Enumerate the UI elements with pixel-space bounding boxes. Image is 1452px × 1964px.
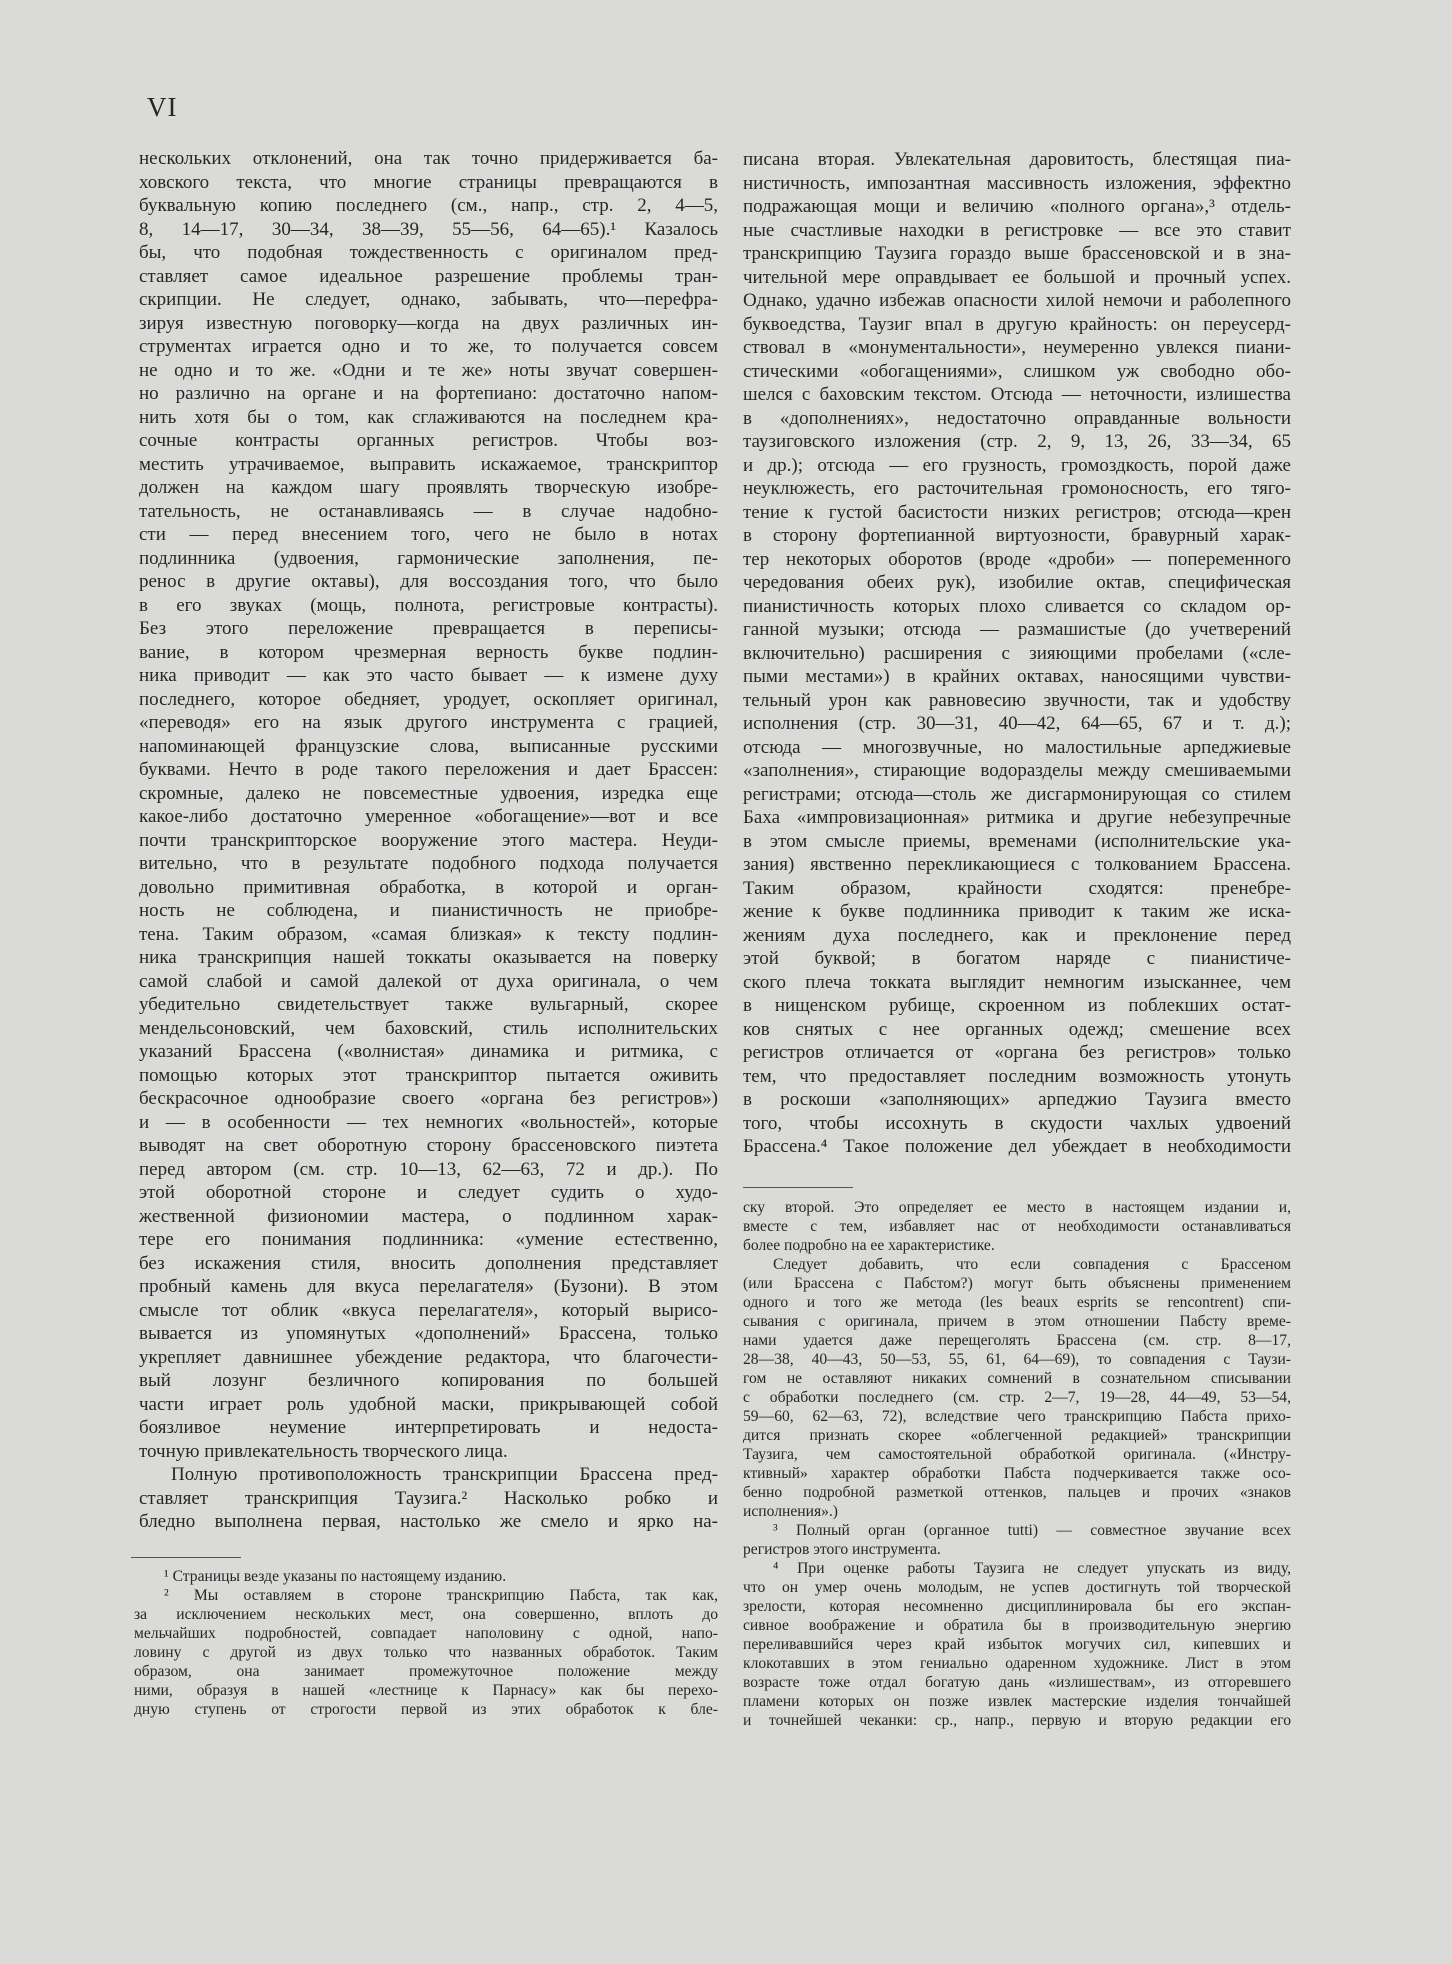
text-line [743,1407,1291,1426]
text-line [743,195,1291,219]
text-line-content: самой слабой и самой далекой от духа оригинала, о чем [139,970,718,992]
text-line-content: какое-либо достаточно умеренное «обогащение»—вот и все [139,806,718,827]
footnote [134,1567,718,1586]
text-line-content: того, чтобы иссохнуть в скудости чахлых удвоений [743,1112,1291,1134]
text-line [134,1662,718,1681]
text-line [743,1065,1291,1089]
text-line-content: Таким образом, крайности сходятся: пренебре- [743,877,1291,899]
text-line [743,877,1291,901]
text-line-content: пианистичность которых плохо сливается со складом ор- [743,595,1291,617]
text-line [139,312,718,336]
text-line-content: бенно подробной разметкой оттенков, пальцев и прочих «знаков [743,1484,1291,1501]
text-line [743,1616,1291,1635]
text-line-content: смысле тот облик «вкуса перелагателя», который вырисо- [139,1299,718,1321]
text-line [139,899,718,923]
text-line-content: ника приводит — как это часто бывает — к измене духу [139,665,718,686]
footnote [743,1255,1291,1521]
text-line [743,1483,1291,1502]
text-line [139,664,718,688]
text-line [134,1681,718,1700]
text-line-content: вый лозунг безличного копирования по большей [139,1370,718,1391]
text-line-content: чительной мере оправдывает ее большой и прочный успех. [743,266,1291,288]
text-line-content: нами удается даже перещеголять Брассена (см. стр. 8—17, [743,1332,1291,1349]
text-line [139,1510,718,1534]
text-line-content: ставляет самое идеальное разрешение проблемы тран- [139,265,718,287]
text-line-content: жение к букве подлинника приводит к таким же иска- [743,901,1291,922]
text-line-content: этой оборотной стороне и следует судить о худо- [139,1182,718,1203]
text-line-content: ганной музыки; отсюда — размашистые (до учетверений [743,619,1291,640]
text-line [139,476,718,500]
text-line [139,171,718,195]
text-line [743,336,1291,360]
text-line-content: тельный урон как равновесию звучности, так и удобству [743,689,1291,711]
text-line-content: стическими «обогащениями», слишком уж свободно обо- [743,360,1291,382]
text-line-content: ставляет транскрипция Таузига.² Насколько робко и [139,1487,718,1509]
text-line [139,1064,718,1088]
text-line [139,1087,718,1111]
text-line-content: Баха «импровизационная» ритмика и другие небезупречные [743,807,1291,828]
text-line [743,1369,1291,1388]
text-line [743,924,1291,948]
text-line-content: убедительно свидетельствует также вульгарный, скорее [139,994,718,1015]
text-line-content: ренос в другие октавы), для воссоздания того, что было [139,571,718,592]
text-line-content: Однако, удачно избежав опасности хилой немочи и раболепного [743,290,1291,311]
text-line [139,1017,718,1041]
text-line-content: довольно примитивная обработка, в которой и орган- [139,876,718,898]
text-line-content: (или Брассена с Пабстом?) могут быть объяснены применением [743,1275,1291,1292]
text-line [134,1586,718,1605]
footnote [743,1521,1291,1559]
text-line-content: ствовал в «монументальности», неумеренно увлекся пиани- [743,337,1291,358]
text-line [139,782,718,806]
text-line-content: исполнения».) [743,1503,839,1520]
text-line-content: гом не оставляют никаких сомнений в сознательном списывании [743,1370,1291,1387]
text-line-content: более подробно на ее характеристике. [743,1237,995,1254]
text-line [139,147,718,171]
text-line [743,1654,1291,1673]
text-line [743,501,1291,525]
text-line [139,711,718,735]
text-line-content: в сторону фортепианной виртуозности, бравурный харак- [743,525,1291,546]
text-line [743,595,1291,619]
text-line-content: Полную противоположность транскрипции Брассена пред- [171,1464,718,1485]
text-line [743,900,1291,924]
text-line-content: Брассена.⁴ Такое положение дел убеждает в необходимости [743,1136,1291,1157]
text-line [139,1393,718,1417]
text-line [743,1559,1291,1578]
text-line [743,1426,1291,1445]
text-line [743,1350,1291,1369]
text-line [743,689,1291,713]
text-line-content: что он умер очень молодым, не успев достигнуть той творческой [743,1579,1291,1596]
text-line [743,1521,1291,1540]
text-line-content: зрелости, которая несомненно дисциплинировала бы его экспан- [743,1598,1291,1615]
text-line-content: сочные контрасты органных регистров. Чтобы воз- [139,430,718,451]
text-line [134,1700,718,1719]
text-line [134,1643,718,1662]
text-line [743,783,1291,807]
text-line-content: боязливое неумение интерпретировать и недоста- [139,1417,718,1438]
text-line [134,1624,718,1643]
text-line [139,288,718,312]
footnote [134,1586,718,1719]
paragraph [743,148,1291,1159]
text-line [139,594,718,618]
text-line-content: буквоедства, Таузиг впал в другую крайность: он переусерд- [743,313,1291,335]
text-line-content: указаний Брассена («волнистая» динамика и ритмика, с [139,1041,718,1062]
text-line-content: в его звуках (мощь, полнота, регистровые контрасты). [139,594,718,616]
text-line [139,194,718,218]
text-line-content: точную привлекательность творческого лица. [139,1440,508,1462]
text-line [139,805,718,829]
text-line-content: включительно) расширения с зияющими пробелами («сле- [743,642,1291,664]
text-line [743,407,1291,431]
text-line-content: вывается из упомянутых «дополнений» Брассена, только [139,1323,718,1344]
text-line-content: Следует добавить, что если совпадения с Брассеном [773,1256,1291,1273]
page-number: VI [147,92,178,122]
text-line-content: ⁴ При оценке работы Таузига не следует упускать из виду, [773,1560,1291,1577]
text-line [743,853,1291,877]
text-line [139,1252,718,1276]
text-line-content: в нищенском рубище, скроенном из поблекших остат- [743,995,1291,1016]
text-line [139,970,718,994]
text-line [139,382,718,406]
text-line [743,830,1291,854]
text-line-content: регистрами; отсюда—столь же дисгармонирующая со стилем [743,783,1291,805]
text-line-content: бледно выполнена первая, настолько же смело и ярко на- [139,1511,718,1532]
text-line-content: переливавшийся через край избыток могучих сил, кипевших и [743,1636,1291,1653]
text-line [139,1205,718,1229]
text-line [743,759,1291,783]
text-line [139,218,718,242]
text-line-content: бескрасочное однообразие своего «органа без регистров») [139,1088,718,1109]
text-line [139,453,718,477]
text-line-content: напоминающей французские слова, выписанные русскими [139,735,718,757]
text-line [139,241,718,265]
text-line [743,266,1291,290]
text-line-content: скрипции. Не следует, однако, забывать, что—перефра- [139,289,718,310]
text-line-content: в «дополнениях», недостаточно оправданные вольности [743,407,1291,429]
text-line-content: возрасте тоже отдал богатую дань «излишествам», из отгоревшего [743,1674,1291,1691]
text-line [743,806,1291,830]
text-line [139,1040,718,1064]
text-line [743,1293,1291,1312]
text-line [743,1445,1291,1464]
text-line-content: сивное воображение и обратила бы в производительную энергию [743,1617,1291,1634]
text-line-content: зируя известную поговорку—когда на двух различных ин- [139,312,718,334]
text-line-content: вание, в котором чрезмерная верность букве подлин- [139,641,718,663]
text-line [743,971,1291,995]
text-line-content: нить хотя бы о том, как сглаживаются на последнем кра- [139,406,718,428]
text-line [743,242,1291,266]
text-line-content: мендельсоновский, чем баховский, стиль исполнительских [139,1017,718,1039]
text-line-content: перед автором (см. стр. 10—13, 62—63, 72 и др.). По [139,1158,718,1180]
text-line-content: сти — перед внесением того, чего не было в нотах [139,524,718,545]
footnote-divider [743,1187,853,1188]
text-line [743,618,1291,642]
right-column-body [743,148,1291,1159]
text-line-content: образом, она занимает промежуточное положение между [134,1663,718,1680]
text-line [743,1088,1291,1112]
text-line-content: ску второй. Это определяет ее место в настоящем издании и, [743,1199,1291,1216]
text-line-content: ные счастливые находки в регистровке — все это ставит [743,219,1291,241]
footnote [743,1559,1291,1730]
text-line-content: последнего, которое обедняет, уродует, оскопляет оригинал, [139,688,718,710]
text-line-content: клокотавших в этом гениально одаренном художнике. Лист в этом [743,1655,1291,1672]
text-line-content: регистров этого инструмента. [743,1541,941,1558]
text-line-content: выводят на свет оборотную сторону брассеновского пиэтета [139,1135,718,1156]
text-line-content: тательность, не останавливаясь — в случае надобно- [139,500,718,522]
text-line-content: дится признать скорее «облегченной редакцией» транскрипции [743,1427,1291,1444]
text-line [134,1567,718,1586]
text-line [743,524,1291,548]
text-line-content: 59—60, 62—63, 72), вследствие чего транскрипцию Пабста прихо- [743,1408,1291,1425]
text-line [743,1502,1291,1521]
text-line-content: и — в особенности — тех немногих «вольностей», которые [139,1111,718,1133]
text-line [743,477,1291,501]
text-line-content: почти транскрипторское вооружение этого мастера. Неуди- [139,829,718,851]
text-line-content: подлинника (удвоения, гармонические заполнения, пе- [139,547,718,569]
text-line [743,1041,1291,1065]
text-line-content: транскрипцию Таузига гораздо выше брассеновской и в зна- [743,243,1291,264]
text-line [139,1181,718,1205]
text-line-content: части играет роль удобной маски, прикрывающей собой [139,1393,718,1415]
text-line-content: и др.); отсюда — его грузность, громоздкость, порой даже [743,454,1291,476]
text-line [139,617,718,641]
text-line [139,735,718,759]
text-line [139,265,718,289]
text-line-content: и точнейшей чеканки: ср., напр., первую и вторую редакции его [743,1712,1291,1729]
text-line [139,335,718,359]
text-line-content: пламени которых он позже извлек мастерские изделия тончайшей [743,1693,1291,1710]
text-line-content: шелся с баховским текстом. Отсюда — неточности, излишества [743,384,1291,405]
text-line [743,947,1291,971]
text-line-content: мельчайших подробностей, совпадает наполовину с одной, напо- [134,1625,718,1642]
text-line [139,1416,718,1440]
text-line-content: нистичность, импозантная массивность изложения, эффектно [743,172,1291,194]
text-line [139,688,718,712]
text-line-content: должен на каждом шагу проявлять творческую изобре- [139,477,718,498]
text-line-content: Без этого переложение превращается в переписы- [139,618,718,639]
text-line [139,758,718,782]
left-column-footnotes [134,1567,718,1719]
text-line-content: ³ Полный орган (органное tutti) — совместное звучание всех [773,1522,1291,1539]
text-line-content: ктивный» характер обработки Пабста подчеркивается также осо- [743,1465,1291,1482]
text-line [743,1236,1291,1255]
text-line-content: ловину с другой из двух только что названных обработок. Таким [134,1644,718,1661]
text-line [139,523,718,547]
text-line [743,1635,1291,1654]
text-line [139,1158,718,1182]
text-line [134,1605,718,1624]
text-line [743,1331,1291,1350]
text-line [743,289,1291,313]
text-line [139,641,718,665]
text-line [139,852,718,876]
text-line [743,548,1291,572]
text-line [743,665,1291,689]
text-line [139,876,718,900]
text-line-content: тере его понимания подлинника: «умение естественно, [139,1229,718,1250]
text-line-content: ² Мы оставляем в стороне транскрипцию Пабста, так как, [164,1587,718,1604]
right-column-footnotes [743,1198,1291,1730]
text-line-content: жественной физиономии мастера, о подлинном харак- [139,1205,718,1227]
text-line [743,1388,1291,1407]
text-line-content: тер некоторых оборотов (вроде «дроби» — попеременного [743,548,1291,570]
text-line-content: за исключением нескольких мест, она совершенно, вплоть до [134,1606,718,1623]
text-line [743,360,1291,384]
text-line [139,406,718,430]
text-line [139,1346,718,1370]
text-line-content: регистров отличается от «органа без регистров» только [743,1042,1291,1063]
text-line [139,829,718,853]
text-line [743,1711,1291,1730]
text-line [139,923,718,947]
text-line [139,1299,718,1323]
text-line-content: жениям духа последнего, как и преклонение перед [743,924,1291,946]
text-line [743,1135,1291,1159]
text-line-content: помощью которых этот транскриптор пытается оживить [139,1064,718,1086]
text-line-content: тена. Таким образом, «самая близкая» к тексту подлин- [139,923,718,945]
text-line-content: в этом смысле приемы, временами (исполнительские ука- [743,830,1291,852]
text-line-content: 28—38, 40—43, 50—53, 55, 61, 64—69), то совпадения с Таузи- [743,1351,1291,1368]
text-line-content: этой буквой; в богатом наряде с пианистиче- [743,948,1291,969]
text-line-content: «заполнения», стирающие водоразделы между смешиваемыми [743,760,1291,781]
text-line [139,1463,718,1487]
text-line [743,1274,1291,1293]
text-line [139,1134,718,1158]
text-line [139,1369,718,1393]
text-line [743,1198,1291,1217]
text-line-content: ховского текста, что многие страницы превращаются в [139,171,718,193]
text-line [743,571,1291,595]
text-line [139,1228,718,1252]
text-line-content: не одно и то же. «Одни и те же» ноты звучат совершен- [139,359,718,381]
text-line-content: укрепляет давнишнее убеждение редактора, что благочести- [139,1346,718,1368]
text-line-content: Таузига, чем самостоятельной обработкой оригинала. («Инстру- [743,1446,1291,1463]
text-line-content: чередования обеих рук), изобилие октав, специфическая [743,572,1291,593]
text-line [743,1217,1291,1236]
text-line [743,1018,1291,1042]
text-line [743,313,1291,337]
text-line-content: дную ступень от строгости первой из этих обработок к бле- [134,1701,718,1718]
text-line [743,172,1291,196]
text-line-content: неуклюжесть, его расточительная громоносность, его тяго- [743,478,1291,499]
text-line [743,1578,1291,1597]
text-line [743,383,1291,407]
text-line-content: скромные, далеко не повсеместные удвоения, изредка еще [139,782,718,804]
paragraph [139,147,718,1463]
text-line-content: 8, 14—17, 30—34, 38—39, 55—56, 64—65).¹ Казалось [139,218,718,240]
paragraph [139,1463,718,1534]
text-line-content: писана вторая. Увлекательная даровитость, блестящая пиа- [743,149,1291,170]
text-line [743,994,1291,1018]
text-line [743,1597,1291,1616]
text-line-content: вместе с тем, избавляет нас от необходимости останавливаться [743,1218,1291,1235]
text-line [139,1440,718,1464]
text-line [139,570,718,594]
text-line-content: местить утрачиваемое, выправить искажаемое, транскриптор [139,453,718,475]
text-line [743,1464,1291,1483]
text-line-content: пыми местами») в крайних октавах, наносящими чувстви- [743,666,1291,687]
text-line-content: отсюда — многозвучные, но малостильные арпеджиевые [743,736,1291,758]
text-line-content: пробный камень для вкуса перелагателя» (Бузони). В этом [139,1276,718,1297]
text-line [139,1322,718,1346]
text-line [139,500,718,524]
text-line-content: «переводя» его на язык другого инструмента с грацией, [139,712,718,733]
text-line [139,1487,718,1511]
text-line [743,430,1291,454]
text-line-content: без искажения стиля, вносить дополнения представляет [139,1252,718,1274]
text-line [139,547,718,571]
text-line-content: исполнения (стр. 30—31, 40—42, 64—65, 67 и т. д.); [743,713,1291,734]
text-line-content: зания) явственно перекликающиеся с толкованием Брассена. [743,854,1291,875]
text-line [139,993,718,1017]
text-line-content: буквальную копию последнего (см., напр., стр. 2, 4—5, [139,195,718,216]
text-line-content: ¹ Страницы везде указаны по настоящему изданию. [164,1568,507,1585]
text-line [743,712,1291,736]
text-line [743,148,1291,172]
text-line-content: таузиговского изложения (стр. 2, 9, 13, 26, 33—34, 65 [743,431,1291,452]
text-line-content: ника транскрипция нашей токкаты оказывается на поверку [139,947,718,968]
text-line-content: с обработки последнего (см. стр. 2—7, 19—28, 44—49, 53—54, [743,1389,1291,1406]
left-column-body [139,147,718,1534]
text-line [743,736,1291,760]
text-line-content: буквами. Нечто в роде такого переложения и дает Брассен: [139,759,718,780]
text-line [139,946,718,970]
text-line [743,1255,1291,1274]
text-line-content: бы, что подобная тождественность с оригиналом пред- [139,242,718,263]
text-line-content: подражающая мощи и величию «полного органа»,³ отдель- [743,196,1291,217]
text-line-content: одного и того же метода (les beaux esprits se rencontrent) спи- [743,1294,1291,1311]
text-line-content: в роскоши «заполняющих» арпеджио Таузига вместо [743,1089,1291,1110]
text-line-content: ними, образуя в нашей «лестнице к Парнасу» как бы перехо- [134,1682,718,1699]
text-line-content: струментах играется одно и то же, то получается совсем [139,336,718,357]
text-line-content: сывания с оригинала, причем в этом отношении Пабсту време- [743,1313,1291,1330]
text-line [139,359,718,383]
text-line [139,1111,718,1135]
text-line-content: тение к густой басистости низких регистров; отсюда—крен [743,501,1291,523]
text-line [743,1540,1291,1559]
text-line-content: нескольких отклонений, она так точно придерживается ба- [139,148,718,169]
footnote-divider [131,1557,241,1558]
text-line-content: вительно, что в результате подобного подхода получается [139,853,718,874]
text-line [139,1275,718,1299]
text-line [743,1112,1291,1136]
text-line [743,219,1291,243]
footnote [743,1198,1291,1255]
text-line-content: ность не соблюдена, и пианистичность не приобре- [139,900,718,921]
text-line-content: ского плеча токката выглядит немногим изысканнее, чем [743,971,1291,993]
text-line [743,454,1291,478]
text-line [743,1692,1291,1711]
text-line [743,1673,1291,1692]
text-line-content: ков снятых с нее органных одежд; смешение всех [743,1018,1291,1040]
text-line-content: тем, что предоставляет последним возможность утонуть [743,1065,1291,1087]
text-line-content: но различно на органе и на фортепиано: достаточно напом- [139,383,718,404]
text-line [139,429,718,453]
text-line [743,1312,1291,1331]
text-line [743,642,1291,666]
